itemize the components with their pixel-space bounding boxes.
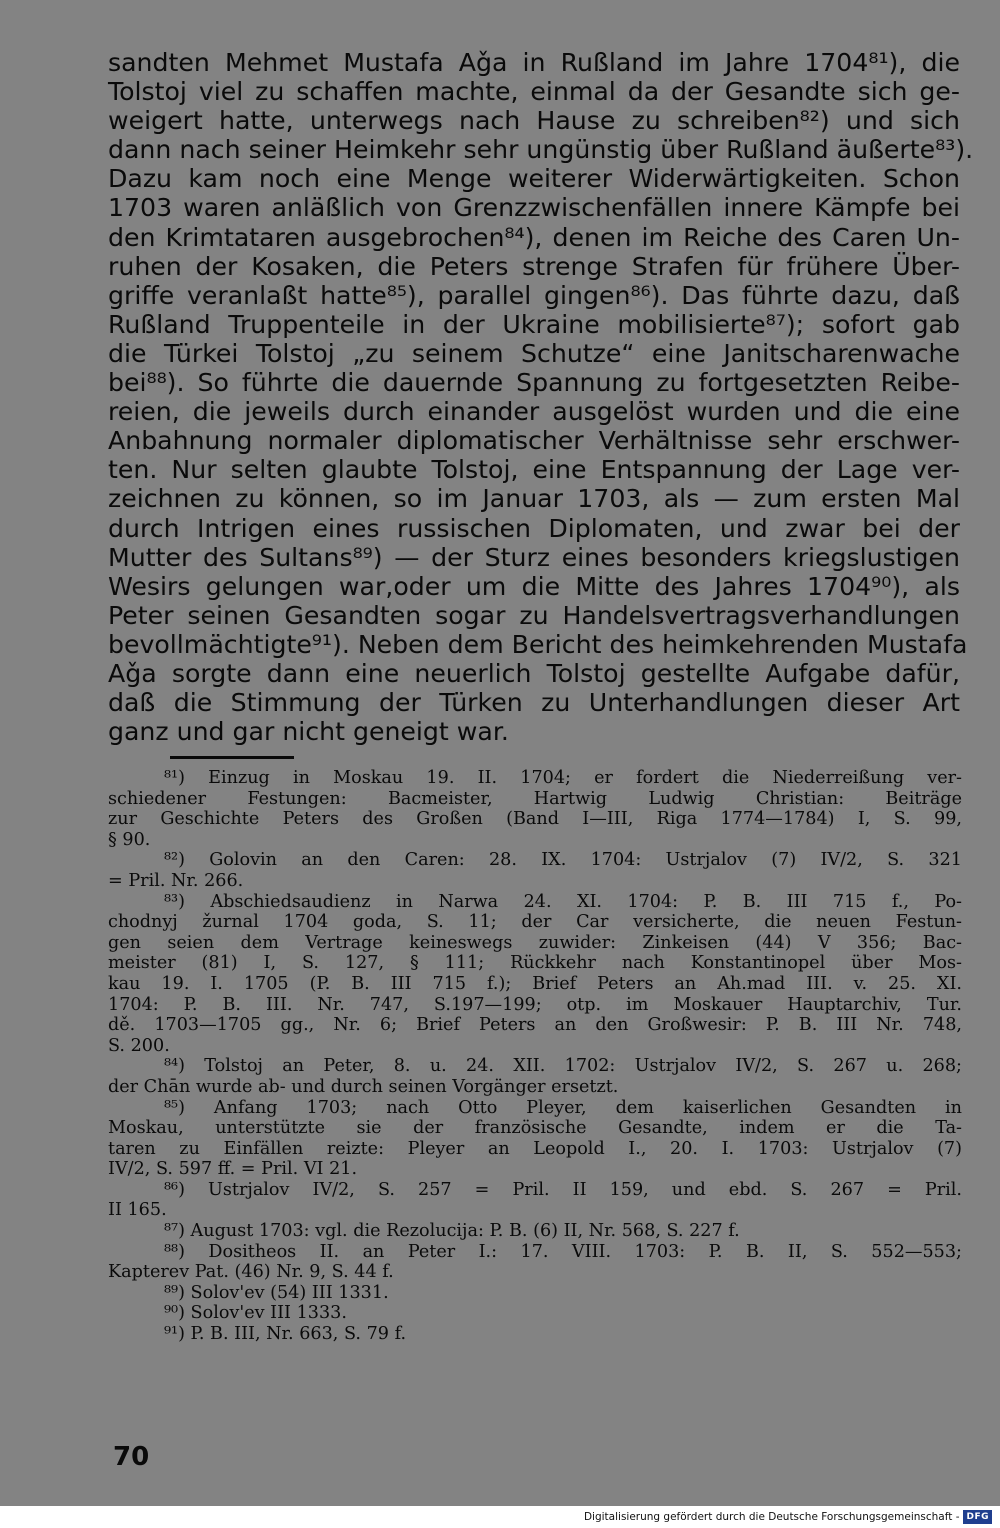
footnote-line: ⁸⁵) Anfang 1703; nach Otto Pleyer, dem kaiserlichen Gesandten in	[164, 1097, 962, 1118]
footnote-line: dě. 1703—1705 gg., Nr. 6; Brief Peters an den Großwesir: P. B. III Nr. 748,	[108, 1015, 962, 1036]
footnote	[108, 1283, 962, 1304]
text-line: zeichnen zu können, so im Januar 1703, als — zum ersten Mal	[108, 484, 960, 514]
text-line: sandten Mehmet Mustafa Aǧa in Rußland im Jahre 1704⁸¹), die	[108, 48, 960, 77]
page-number: 70	[113, 1442, 150, 1472]
text-line: Rußland Truppenteile in der Ukraine mobilisierte⁸⁷); sofort gab	[108, 309, 960, 339]
footnote-line: chodnyj žurnal 1704 goda, S. 11; der Car versicherte, die neuen Festun-	[108, 912, 962, 933]
text-line: Anbahnung normaler diplomatischer Verhältnisse sehr erschwer-	[108, 426, 960, 456]
text-line: Wesirs gelungen war,oder um die Mitte des Jahres 1704⁹⁰), als	[108, 571, 960, 601]
footnote-line: S. 200.	[108, 1035, 170, 1056]
text-line: ganz und gar nicht geneigt war.	[108, 717, 509, 747]
text-line: Peter seinen Gesandten sogar zu Handelsvertragsverhandlungen	[108, 600, 960, 630]
text-line: griffe veranlaßt hatte⁸⁵), parallel gingen⁸⁶). Das führte dazu, daß	[108, 280, 960, 310]
footnote-line: § 90.	[108, 829, 151, 850]
footnote-separator	[170, 756, 294, 759]
footnote-line: ⁹⁰) Solov'ev III 1333.	[164, 1303, 347, 1324]
footnote	[108, 768, 962, 850]
footnote	[108, 1221, 962, 1242]
text-line: Dazu kam noch eine Menge weiterer Widerwärtigkeiten. Schon	[108, 164, 960, 194]
footnote	[108, 1098, 962, 1180]
footnote-line: ⁸⁶) Ustrjalov IV/2, S. 257 = Pril. II 159, und ebd. S. 267 = Pril.	[164, 1179, 962, 1200]
text-line: die Türkei Tolstoj „zu seinem Schutze“ eine Janitscharenwache	[108, 338, 960, 368]
text-line: ten. Nur selten glaubte Tolstoj, eine Entspannung der Lage ver-	[108, 455, 960, 485]
text-line: Tolstoj viel zu schaffen machte, einmal da der Gesandte sich ge-	[108, 77, 960, 107]
text-line: daß die Stimmung der Türken zu Unterhandlungen dieser Art	[108, 688, 960, 718]
footnote-line: ⁸⁴) Tolstoj an Peter, 8. u. 24. XII. 1702: Ustrjalov IV/2, S. 267 u. 268;	[164, 1056, 962, 1077]
footnote	[108, 1242, 962, 1283]
footnote-line: = Pril. Nr. 266.	[108, 870, 244, 891]
footnote-line: ⁸⁷) August 1703: vgl. die Rezolucija: P. B. (6) II, Nr. 568, S. 227 f.	[164, 1221, 740, 1242]
footnote-line: der Chān wurde ab- und durch seinen Vorgänger ersetzt.	[108, 1076, 619, 1097]
footnote-line: IV/2, S. 597 ff. = Pril. VI 21.	[108, 1159, 358, 1180]
footnote	[108, 892, 962, 1057]
footnote-line: ⁸⁸) Dositheos II. an Peter I.: 17. VIII. 1703: P. B. II, S. 552—553;	[164, 1241, 962, 1262]
footnote-line: meister (81) I, S. 127, § 111; Rückkehr nach Konstantinopel über Mos-	[108, 953, 962, 974]
footnote-line: Moskau, unterstützte sie der französische Gesandte, indem er die Ta-	[108, 1118, 962, 1139]
footnote	[108, 1324, 962, 1345]
footnote-line: ⁸¹) Einzug in Moskau 19. II. 1704; er fordert die Niederreißung ver-	[164, 768, 962, 788]
text-line: bevollmächtigte⁹¹). Neben dem Bericht des heimkehrenden Mustafa	[108, 629, 968, 659]
footnote-line: 1704: P. B. III. Nr. 747, S.197—199; otp. im Moskauer Hauptarchiv, Tur.	[108, 994, 962, 1015]
text-line: den Krimtataren ausgebrochen⁸⁴), denen im Reiche des Caren Un-	[108, 222, 960, 252]
footnote-line: ⁸³) Abschiedsaudienz in Narwa 24. XI. 1704: P. B. III 715 f., Po-	[164, 891, 962, 912]
footnote	[108, 1180, 962, 1221]
footnote	[108, 850, 962, 891]
text-line: Mutter des Sultans⁸⁹) — der Sturz eines besonders kriegslustigen	[108, 542, 960, 572]
digitization-credit	[584, 1509, 992, 1525]
text-line: 1703 waren anläßlich von Grenzzwischenfällen innere Kämpfe bei	[108, 193, 960, 223]
footnote-line: schiedener Festungen: Bacmeister, Hartwig Ludwig Christian: Beiträge	[108, 788, 962, 809]
footnote-line: ⁸²) Golovin an den Caren: 28. IX. 1704: Ustrjalov (7) IV/2, S. 321	[164, 850, 962, 871]
footnote-line: zur Geschichte Peters des Großen (Band I—III, Riga 1774—1784) I, S. 99,	[108, 809, 962, 830]
credit-text: Digitalisierung gefördert durch die Deutsche Forschungsgemeinschaft -	[583, 1511, 960, 1523]
text-line: bei⁸⁸). So führte die dauernde Spannung zu fortgesetzten Reibe-	[108, 368, 960, 398]
footnote-line: ⁹¹) P. B. III, Nr. 663, S. 79 f.	[164, 1324, 407, 1345]
footnote-line: kau 19. I. 1705 (P. B. III 715 f.); Brief Peters an Ah.mad III. v. 25. XI.	[108, 973, 962, 994]
main-text	[108, 48, 974, 747]
footnote-line: ⁸⁹) Solov'ev (54) III 1331.	[164, 1282, 389, 1303]
text-line: durch Intrigen eines russischen Diplomaten, und zwar bei der	[108, 513, 960, 543]
footnotes	[108, 768, 962, 1345]
text-line: Aǧa sorgte dann eine neuerlich Tolstoj gestellte Aufgabe dafür,	[108, 658, 960, 688]
text-line: dann nach seiner Heimkehr sehr ungünstig über Rußland äußerte⁸³).	[108, 135, 974, 165]
text-line: reien, die jeweils durch einander ausgelöst wurden und die eine	[108, 397, 960, 427]
footnote-line: gen seien dem Vertrage keineswegs zuwider: Zinkeisen (44) V 356; Bac-	[108, 932, 962, 953]
footnote	[108, 1303, 962, 1324]
dfg-logo: DFG	[963, 1510, 992, 1524]
footnote-line: II 165.	[108, 1200, 167, 1221]
text-line: ruhen der Kosaken, die Peters strenge Strafen für frühere Über-	[108, 251, 960, 281]
footnote-line: taren zu Einfällen reizte: Pleyer an Leopold I., 20. I. 1703: Ustrjalov (7)	[108, 1138, 962, 1159]
footnote	[108, 1056, 962, 1097]
footnote-line: Kapterev Pat. (46) Nr. 9, S. 44 f.	[108, 1262, 394, 1283]
text-line: weigert hatte, unterwegs nach Hause zu schreiben⁸²) und sich	[108, 106, 960, 136]
